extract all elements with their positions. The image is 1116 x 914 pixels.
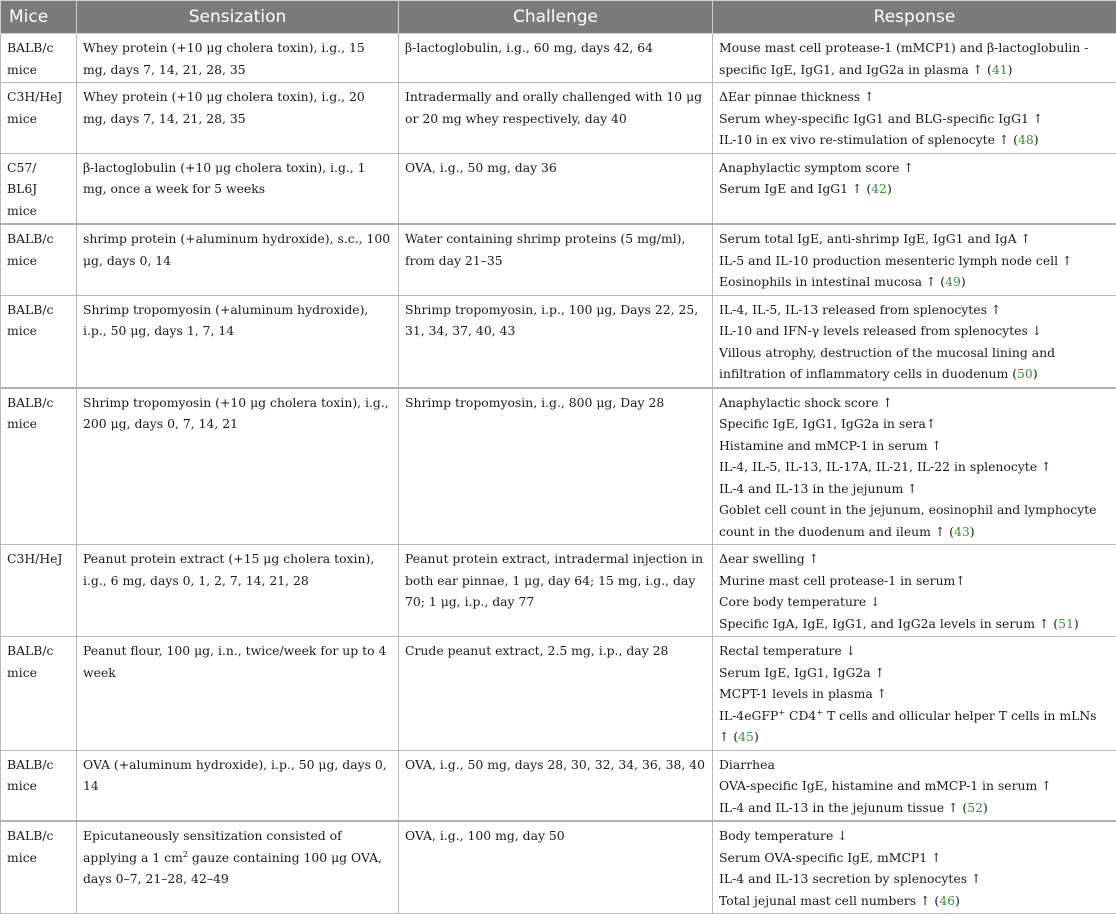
challenge-cell: Shrimp tropomyosin, i.g., 800 μg, Day 28 <box>399 388 713 545</box>
table-row <box>1 637 1116 751</box>
mice-cell: BALB/c mice <box>1 34 77 83</box>
sensitization-cell: Peanut protein extract (+15 μg cholera toxin), i.g., 6 mg, days 0, 1, 2, 7, 14, 21, 28 <box>77 545 399 637</box>
challenge-cell: OVA, i.g., 50 mg, day 36 <box>399 153 713 224</box>
response-line: Anaphylactic shock score ↑ <box>719 392 1110 414</box>
response-line: Serum whey-specific IgG1 and BLG-specific IgG1 ↑ <box>719 108 1110 130</box>
reference-link[interactable]: 42 <box>871 181 887 196</box>
sensitization-cell: Whey protein (+10 μg cholera toxin), i.g., 20 mg, days 7, 14, 21, 28, 35 <box>77 83 399 154</box>
table-row <box>1 295 1116 388</box>
challenge-cell: Water containing shrimp proteins (5 mg/ml), from day 21–35 <box>399 224 713 295</box>
response-line: Body temperature ↓ <box>719 825 1110 847</box>
response-line: IL-5 and IL-10 production mesenteric lymph node cell ↑ <box>719 250 1110 272</box>
challenge-cell: OVA, i.g., 50 mg, days 28, 30, 32, 34, 36, 38, 40 <box>399 750 713 821</box>
mice-cell: BALB/c mice <box>1 821 77 914</box>
response-line: Serum total IgE, anti-shrimp IgE, IgG1 and IgA ↑ <box>719 228 1110 250</box>
header-response: Response <box>713 1 1116 34</box>
response-line: IL-4, IL-5, IL-13 released from splenocytes ↑ <box>719 299 1110 321</box>
response-line: IL-10 in ex vivo re-stimulation of splenocyte ↑ (48) <box>719 129 1110 151</box>
response-line: Eosinophils in intestinal mucosa ↑ (49) <box>719 271 1110 293</box>
mice-cell: C3H/HeJ mice <box>1 83 77 154</box>
response-cell <box>713 34 1116 83</box>
response-line: MCPT-1 levels in plasma ↑ <box>719 683 1110 705</box>
response-line: IL-4 and IL-13 in the jejunum ↑ <box>719 478 1110 500</box>
reference-link[interactable]: 49 <box>945 274 961 289</box>
challenge-cell: Peanut protein extract, intradermal injection in both ear pinnae, 1 μg, day 64; 15 mg, i.g., day 70; 1 μg, i.p., day 77 <box>399 545 713 637</box>
response-line: IL-4, IL-5, IL-13, IL-17A, IL-21, IL-22 in splenocyte ↑ <box>719 456 1110 478</box>
sensitization-cell: Shrimp tropomyosin (+aluminum hydroxide), i.p., 50 μg, days 1, 7, 14 <box>77 295 399 388</box>
response-line: Specific IgE, IgG1, IgG2a in sera↑ <box>719 413 1110 435</box>
response-cell <box>713 821 1116 914</box>
sensitization-cell: OVA (+aluminum hydroxide), i.p., 50 μg, days 0, 14 <box>77 750 399 821</box>
response-cell <box>713 388 1116 545</box>
response-line: Mouse mast cell protease-1 (mMCP1) and β-lactoglobulin -specific IgE, IgG1, and IgG2a in plasma ↑ (41) <box>719 37 1110 80</box>
mice-cell: BALB/c mice <box>1 388 77 545</box>
header-sensitization: Sensization <box>77 1 399 34</box>
response-line: Murine mast cell protease-1 in serum↑ <box>719 570 1110 592</box>
response-line: Specific IgA, IgE, IgG1, and IgG2a levels in serum ↑ (51) <box>719 613 1110 635</box>
response-line: OVA-specific IgE, histamine and mMCP-1 in serum ↑ <box>719 775 1110 797</box>
reference-link[interactable]: 43 <box>954 524 970 539</box>
reference-link[interactable]: 41 <box>992 62 1008 77</box>
response-cell <box>713 637 1116 751</box>
response-line: Core body temperature ↓ <box>719 591 1110 613</box>
response-line: Rectal temperature ↓ <box>719 640 1110 662</box>
table-header <box>1 1 1116 34</box>
challenge-cell: OVA, i.g., 100 mg, day 50 <box>399 821 713 914</box>
response-line: Goblet cell count in the jejunum, eosinophil and lymphocyte count in the duodenum and ileum ↑ (43) <box>719 499 1110 542</box>
sensitization-cell: β-lactoglobulin (+10 μg cholera toxin), i.g., 1 mg, once a week for 5 weeks <box>77 153 399 224</box>
reference-link[interactable]: 46 <box>939 893 955 908</box>
response-line: Total jejunal mast cell numbers ↑ (46) <box>719 890 1110 912</box>
response-line: Histamine and mMCP-1 in serum ↑ <box>719 435 1110 457</box>
reference-link[interactable]: 51 <box>1058 616 1074 631</box>
table-row <box>1 224 1116 295</box>
response-line: Serum IgE, IgG1, IgG2a ↑ <box>719 662 1110 684</box>
table-row <box>1 750 1116 821</box>
response-cell <box>713 224 1116 295</box>
sensitization-cell: Epicutaneously sensitization consisted of applying a 1 $cm^2$ gauze containing 100 μg OVA, days 0–7, 21–28, 42–49 <box>77 821 399 914</box>
mice-cell: BALB/c mice <box>1 295 77 388</box>
reference-link[interactable]: 50 <box>1017 366 1033 381</box>
response-cell <box>713 545 1116 637</box>
table-row <box>1 83 1116 154</box>
reference-link[interactable]: 52 <box>967 800 983 815</box>
response-line: Serum IgE and IgG1 ↑ (42) <box>719 178 1110 200</box>
mice-cell: BALB/c mice <box>1 224 77 295</box>
table-row <box>1 388 1116 545</box>
response-line: Δear swelling ↑ <box>719 548 1110 570</box>
response-line: IL-4 and IL-13 secretion by splenocytes ↑ <box>719 868 1110 890</box>
response-cell <box>713 153 1116 224</box>
header-mice: Mice <box>1 1 77 34</box>
sensitization-cell: shrimp protein (+aluminum hydroxide), s.c., 100 μg, days 0, 14 <box>77 224 399 295</box>
mice-cell: C57/ BL6J mice <box>1 153 77 224</box>
response-cell <box>713 295 1116 388</box>
table-row <box>1 153 1116 224</box>
reference-link[interactable]: 48 <box>1018 132 1034 147</box>
response-line: Diarrhea <box>719 754 1110 776</box>
table-row <box>1 34 1116 83</box>
sensitization-cell: Shrimp tropomyosin (+10 μg cholera toxin), i.g., 200 μg, days 0, 7, 14, 21 <box>77 388 399 545</box>
response-line: IL-4eGFP+ CD4+ T cells and ollicular helper T cells in mLNs ↑ (45) <box>719 705 1110 748</box>
reference-link[interactable]: 45 <box>738 729 754 744</box>
response-cell <box>713 83 1116 154</box>
response-cell <box>713 750 1116 821</box>
response-line: ΔEar pinnae thickness ↑ <box>719 86 1110 108</box>
response-line: Villous atrophy, destruction of the mucosal lining and infiltration of inflammatory cells in duodenum (50) <box>719 342 1110 385</box>
response-line: Anaphylactic symptom score ↑ <box>719 157 1110 179</box>
header-challenge: Challenge <box>399 1 713 34</box>
mice-cell: BALB/c mice <box>1 637 77 751</box>
challenge-cell: Shrimp tropomyosin, i.p., 100 μg, Days 22, 25, 31, 34, 37, 40, 43 <box>399 295 713 388</box>
challenge-cell: Intradermally and orally challenged with 10 μg or 20 mg whey respectively, day 40 <box>399 83 713 154</box>
challenge-cell: Crude peanut extract, 2.5 mg, i.p., day 28 <box>399 637 713 751</box>
table-row <box>1 821 1116 914</box>
sensitization-cell: Peanut flour, 100 μg, i.n., twice/week for up to 4 week <box>77 637 399 751</box>
response-line: Serum OVA-specific IgE, mMCP1 ↑ <box>719 847 1110 869</box>
mice-cell: BALB/c mice <box>1 750 77 821</box>
challenge-cell: β-lactoglobulin, i.g., 60 mg, days 42, 64 <box>399 34 713 83</box>
response-line: IL-10 and IFN-γ levels released from splenocytes ↓ <box>719 320 1110 342</box>
response-line: IL-4 and IL-13 in the jejunum tissue ↑ (52) <box>719 797 1110 819</box>
mice-cell: C3H/HeJ <box>1 545 77 637</box>
table-row <box>1 545 1116 637</box>
sensitization-cell: Whey protein (+10 μg cholera toxin), i.g., 15 mg, days 7, 14, 21, 28, 35 <box>77 34 399 83</box>
